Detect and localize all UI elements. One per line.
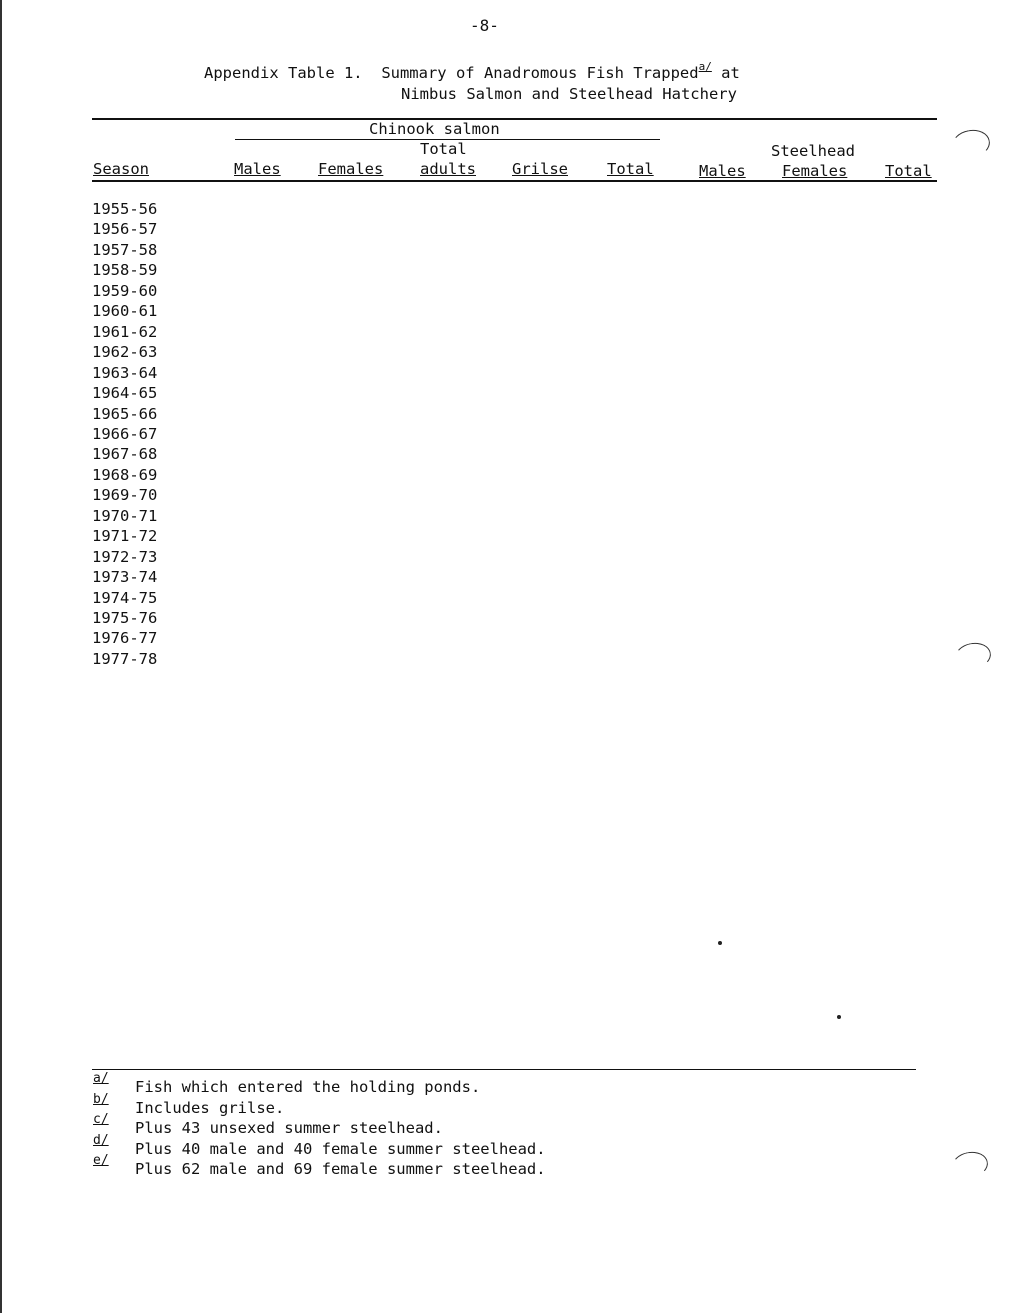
page-number: -8- — [470, 16, 499, 35]
title-line2: Nimbus Salmon and Steelhead Hatchery — [401, 85, 737, 104]
footnote-mark: a/ — [93, 1071, 109, 1086]
season-cell: 1958-59 — [92, 261, 158, 280]
season-cell: 1961-62 — [92, 322, 158, 341]
scan-mark — [950, 1149, 990, 1181]
season-cell: 1959-60 — [92, 281, 158, 300]
season-cell: 1969-70 — [92, 486, 158, 505]
footnote-rule — [92, 1069, 916, 1070]
steelhead-males-header: Males — [699, 162, 746, 180]
steelhead-group-header: Steelhead — [771, 142, 855, 160]
footnote-text: Fish which entered the holding ponds. — [135, 1078, 481, 1096]
footnote-mark: e/ — [93, 1153, 109, 1169]
footnote-mark: d/ — [93, 1132, 109, 1148]
total-adults-header-line1: Total — [420, 140, 467, 158]
season-cell: 1966-67 — [92, 424, 158, 443]
season-cell: 1975-76 — [92, 609, 158, 627]
footnote-mark: b/ — [93, 1091, 109, 1107]
scan-speck — [837, 1015, 841, 1019]
season-cell: 1967-68 — [92, 445, 158, 464]
table-title — [204, 58, 740, 105]
steelhead-total-header: Total — [885, 162, 932, 180]
footnote-text: Plus 40 male and 40 female summer steelhead. — [135, 1139, 546, 1158]
season-cell: 1970-71 — [92, 506, 158, 525]
season-cell: 1968-69 — [92, 465, 158, 484]
chinook-group-header: Chinook salmon — [369, 120, 500, 138]
footnote-mark: c/ — [93, 1112, 109, 1128]
grilse-header: Grilse — [512, 160, 568, 178]
table-header-rule — [92, 180, 937, 182]
season-cell: 1973-74 — [92, 568, 158, 587]
footnote-text: Plus 62 male and 69 female summer steelhead. — [135, 1160, 546, 1179]
males-header: Males — [234, 160, 281, 178]
season-cell: 1956-57 — [92, 220, 158, 239]
table-top-rule — [92, 118, 937, 120]
title-label: Appendix Table 1. — [204, 64, 363, 83]
season-cell: 1955-56 — [92, 200, 158, 218]
season-cell: 1974-75 — [92, 588, 158, 607]
total-header: Total — [607, 160, 654, 178]
season-cell: 1962-63 — [92, 343, 158, 362]
title-line1: Summary of Anadromous Fish Trapped — [381, 64, 699, 83]
season-cell: 1960-61 — [92, 302, 158, 321]
scan-speck — [718, 941, 722, 945]
season-header: Season — [93, 160, 149, 178]
total-adults-header-line2: adults — [420, 160, 476, 178]
page-edge — [0, 0, 2, 1313]
females-header: Females — [318, 160, 384, 178]
season-cell: 1976-77 — [92, 629, 158, 648]
season-cell: 1957-58 — [92, 240, 158, 259]
season-cell: 1964-65 — [92, 384, 158, 403]
season-cell: 1963-64 — [92, 363, 158, 382]
scan-mark — [950, 127, 992, 161]
footnote-text: Plus 43 unsexed summer steelhead. — [135, 1119, 443, 1138]
title-line1-end: at — [711, 64, 740, 83]
season-cell: 1965-66 — [92, 404, 158, 423]
scan-mark — [953, 640, 993, 672]
season-cell: 1977-78 — [92, 649, 158, 668]
season-cell: 1971-72 — [92, 527, 158, 546]
footnote-text: Includes grilse. — [135, 1098, 285, 1117]
steelhead-females-header: Females — [782, 162, 848, 180]
title-footnote-mark: a/ — [698, 60, 712, 73]
season-cell: 1972-73 — [92, 547, 158, 566]
